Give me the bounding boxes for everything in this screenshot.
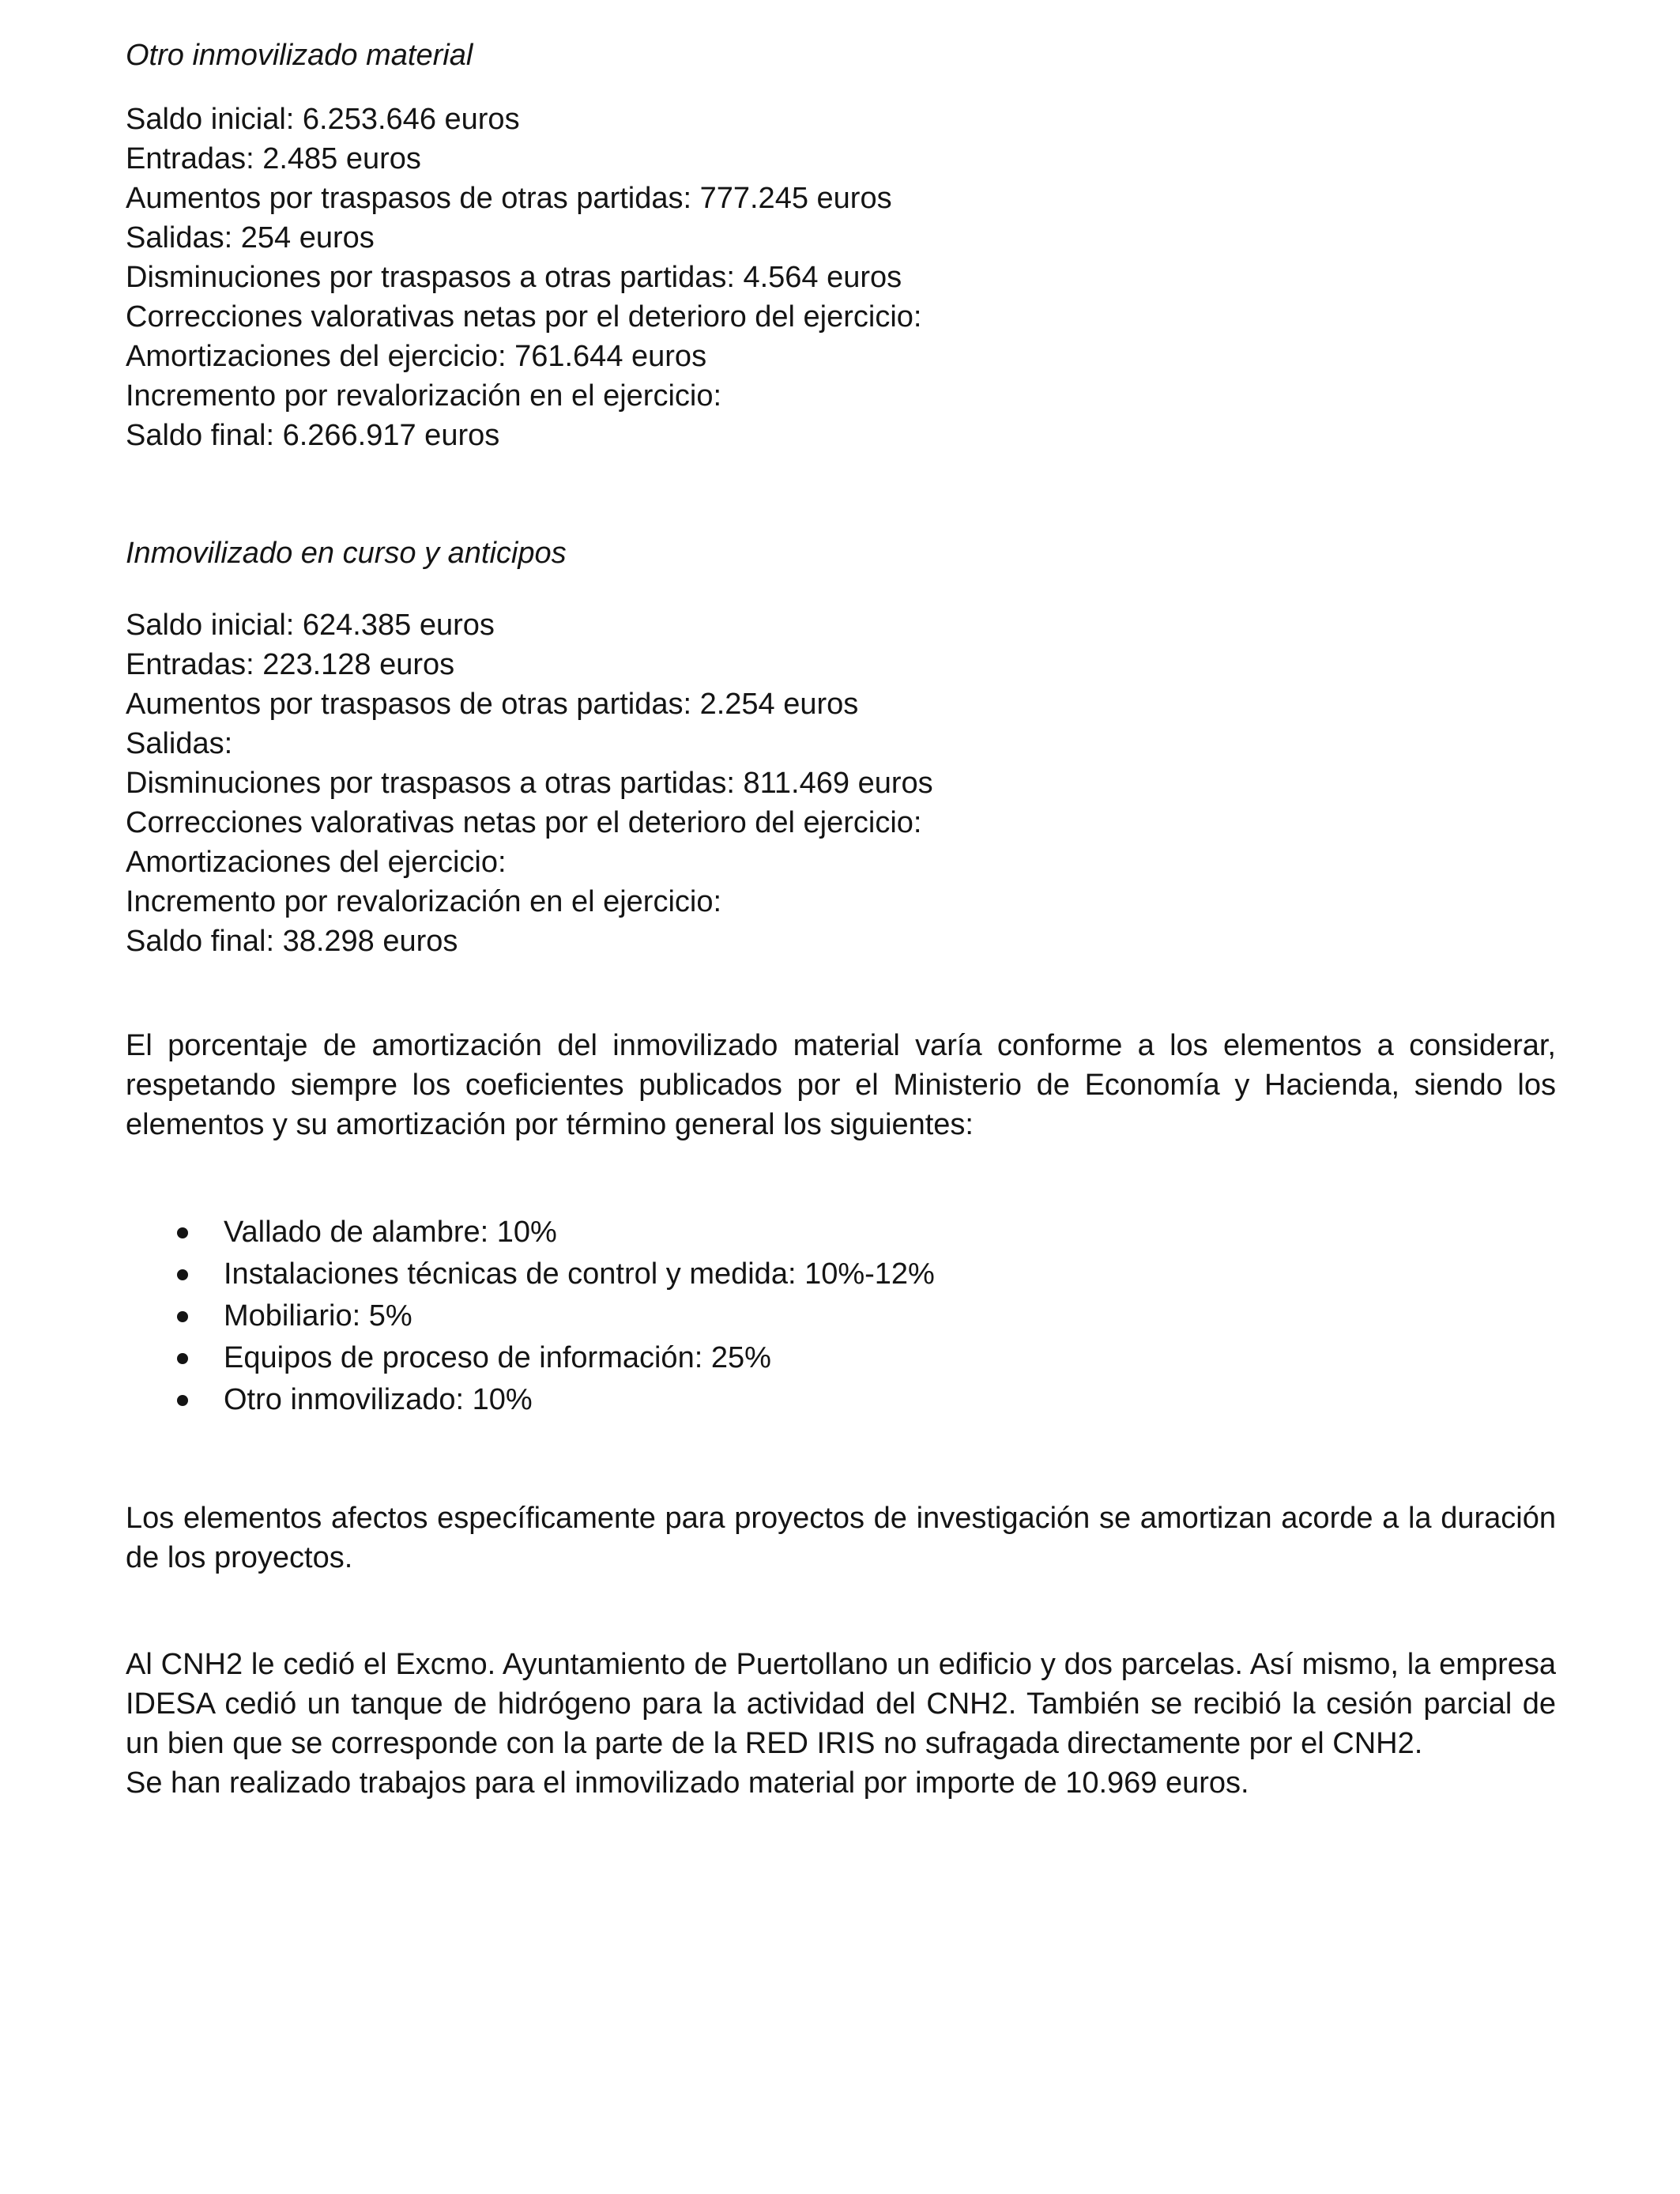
list-item (126, 1253, 1556, 1295)
movements-list-otro-inmovilizado (126, 100, 1556, 455)
list-item (126, 1337, 1556, 1379)
movement-line: Aumentos por traspasos de otras partidas: 2.254 euros (126, 688, 859, 721)
movement-line: Entradas: 2.485 euros (126, 142, 421, 175)
movement-line: Salidas: 254 euros (126, 221, 375, 254)
research-projects-paragraph: Los elementos afectos específicamente para proyectos de investigación se amortizan acorde a la duración de los proyectos. (126, 1502, 1556, 1574)
bullet-icon (177, 1269, 188, 1280)
movement-line: Amortizaciones del ejercicio: (126, 846, 507, 879)
movement-line: Saldo inicial: 624.385 euros (126, 609, 495, 642)
bullet-icon (177, 1353, 188, 1364)
movement-line: Salidas: (126, 727, 233, 760)
movement-line: Correcciones valorativas netas por el deterioro del ejercicio: (126, 300, 922, 334)
list-item (126, 1212, 1556, 1253)
movement-line: Saldo inicial: 6.253.646 euros (126, 103, 520, 136)
list-item-text: Equipos de proceso de información: 25% (224, 1341, 771, 1374)
list-item-text: Instalaciones técnicas de control y medida: 10%-12% (224, 1257, 935, 1291)
section-title-inmovilizado-en-curso: Inmovilizado en curso y anticipos (126, 537, 567, 570)
bullet-icon (177, 1311, 188, 1322)
movement-line: Incremento por revalorización en el ejercicio: (126, 379, 722, 413)
works-paragraph: Se han realizado trabajos para el inmovilizado material por importe de 10.969 euros. (126, 1766, 1249, 1800)
movement-line: Saldo final: 6.266.917 euros (126, 419, 500, 452)
list-item (126, 1379, 1556, 1421)
amortization-intro-paragraph: El porcentaje de amortización del inmovilizado material varía conforme a los elementos a considerar, respetando siempre los coeficientes publicados por el Ministerio de Economía y Hacienda, siendo los elementos y su amortización por término general los siguientes: (126, 1029, 1556, 1141)
bullet-icon (177, 1227, 188, 1238)
movement-line: Aumentos por traspasos de otras partidas: 777.245 euros (126, 182, 892, 215)
amortization-rates-list (126, 1212, 1556, 1421)
movement-line: Correcciones valorativas netas por el deterioro del ejercicio: (126, 806, 922, 839)
list-item-text: Mobiliario: 5% (224, 1299, 412, 1333)
movements-list-inmovilizado-en-curso (126, 605, 1556, 961)
movement-line: Disminuciones por traspasos a otras partidas: 4.564 euros (126, 261, 902, 294)
section-title-otro-inmovilizado: Otro inmovilizado material (126, 39, 473, 72)
cession-paragraph: Al CNH2 le cedió el Excmo. Ayuntamiento de Puertollano un edificio y dos parcelas. Así mismo, la empresa IDESA cedió un tanque de hidrógeno para la actividad del CNH2. También se recibió la cesión parcial de un bien que se corresponde con la parte de la RED IRIS no sufragada directamente por el CNH2. (126, 1648, 1556, 1760)
movement-line: Saldo final: 38.298 euros (126, 925, 458, 958)
document-page (126, 35, 1556, 1803)
movement-line: Disminuciones por traspasos a otras partidas: 811.469 euros (126, 767, 933, 800)
movement-line: Amortizaciones del ejercicio: 761.644 euros (126, 340, 707, 373)
list-item-text: Vallado de alambre: 10% (224, 1216, 557, 1249)
movement-line: Incremento por revalorización en el ejercicio: (126, 885, 722, 918)
list-item-text: Otro inmovilizado: 10% (224, 1383, 533, 1416)
bullet-icon (177, 1395, 188, 1406)
list-item (126, 1295, 1556, 1337)
movement-line: Entradas: 223.128 euros (126, 648, 455, 681)
